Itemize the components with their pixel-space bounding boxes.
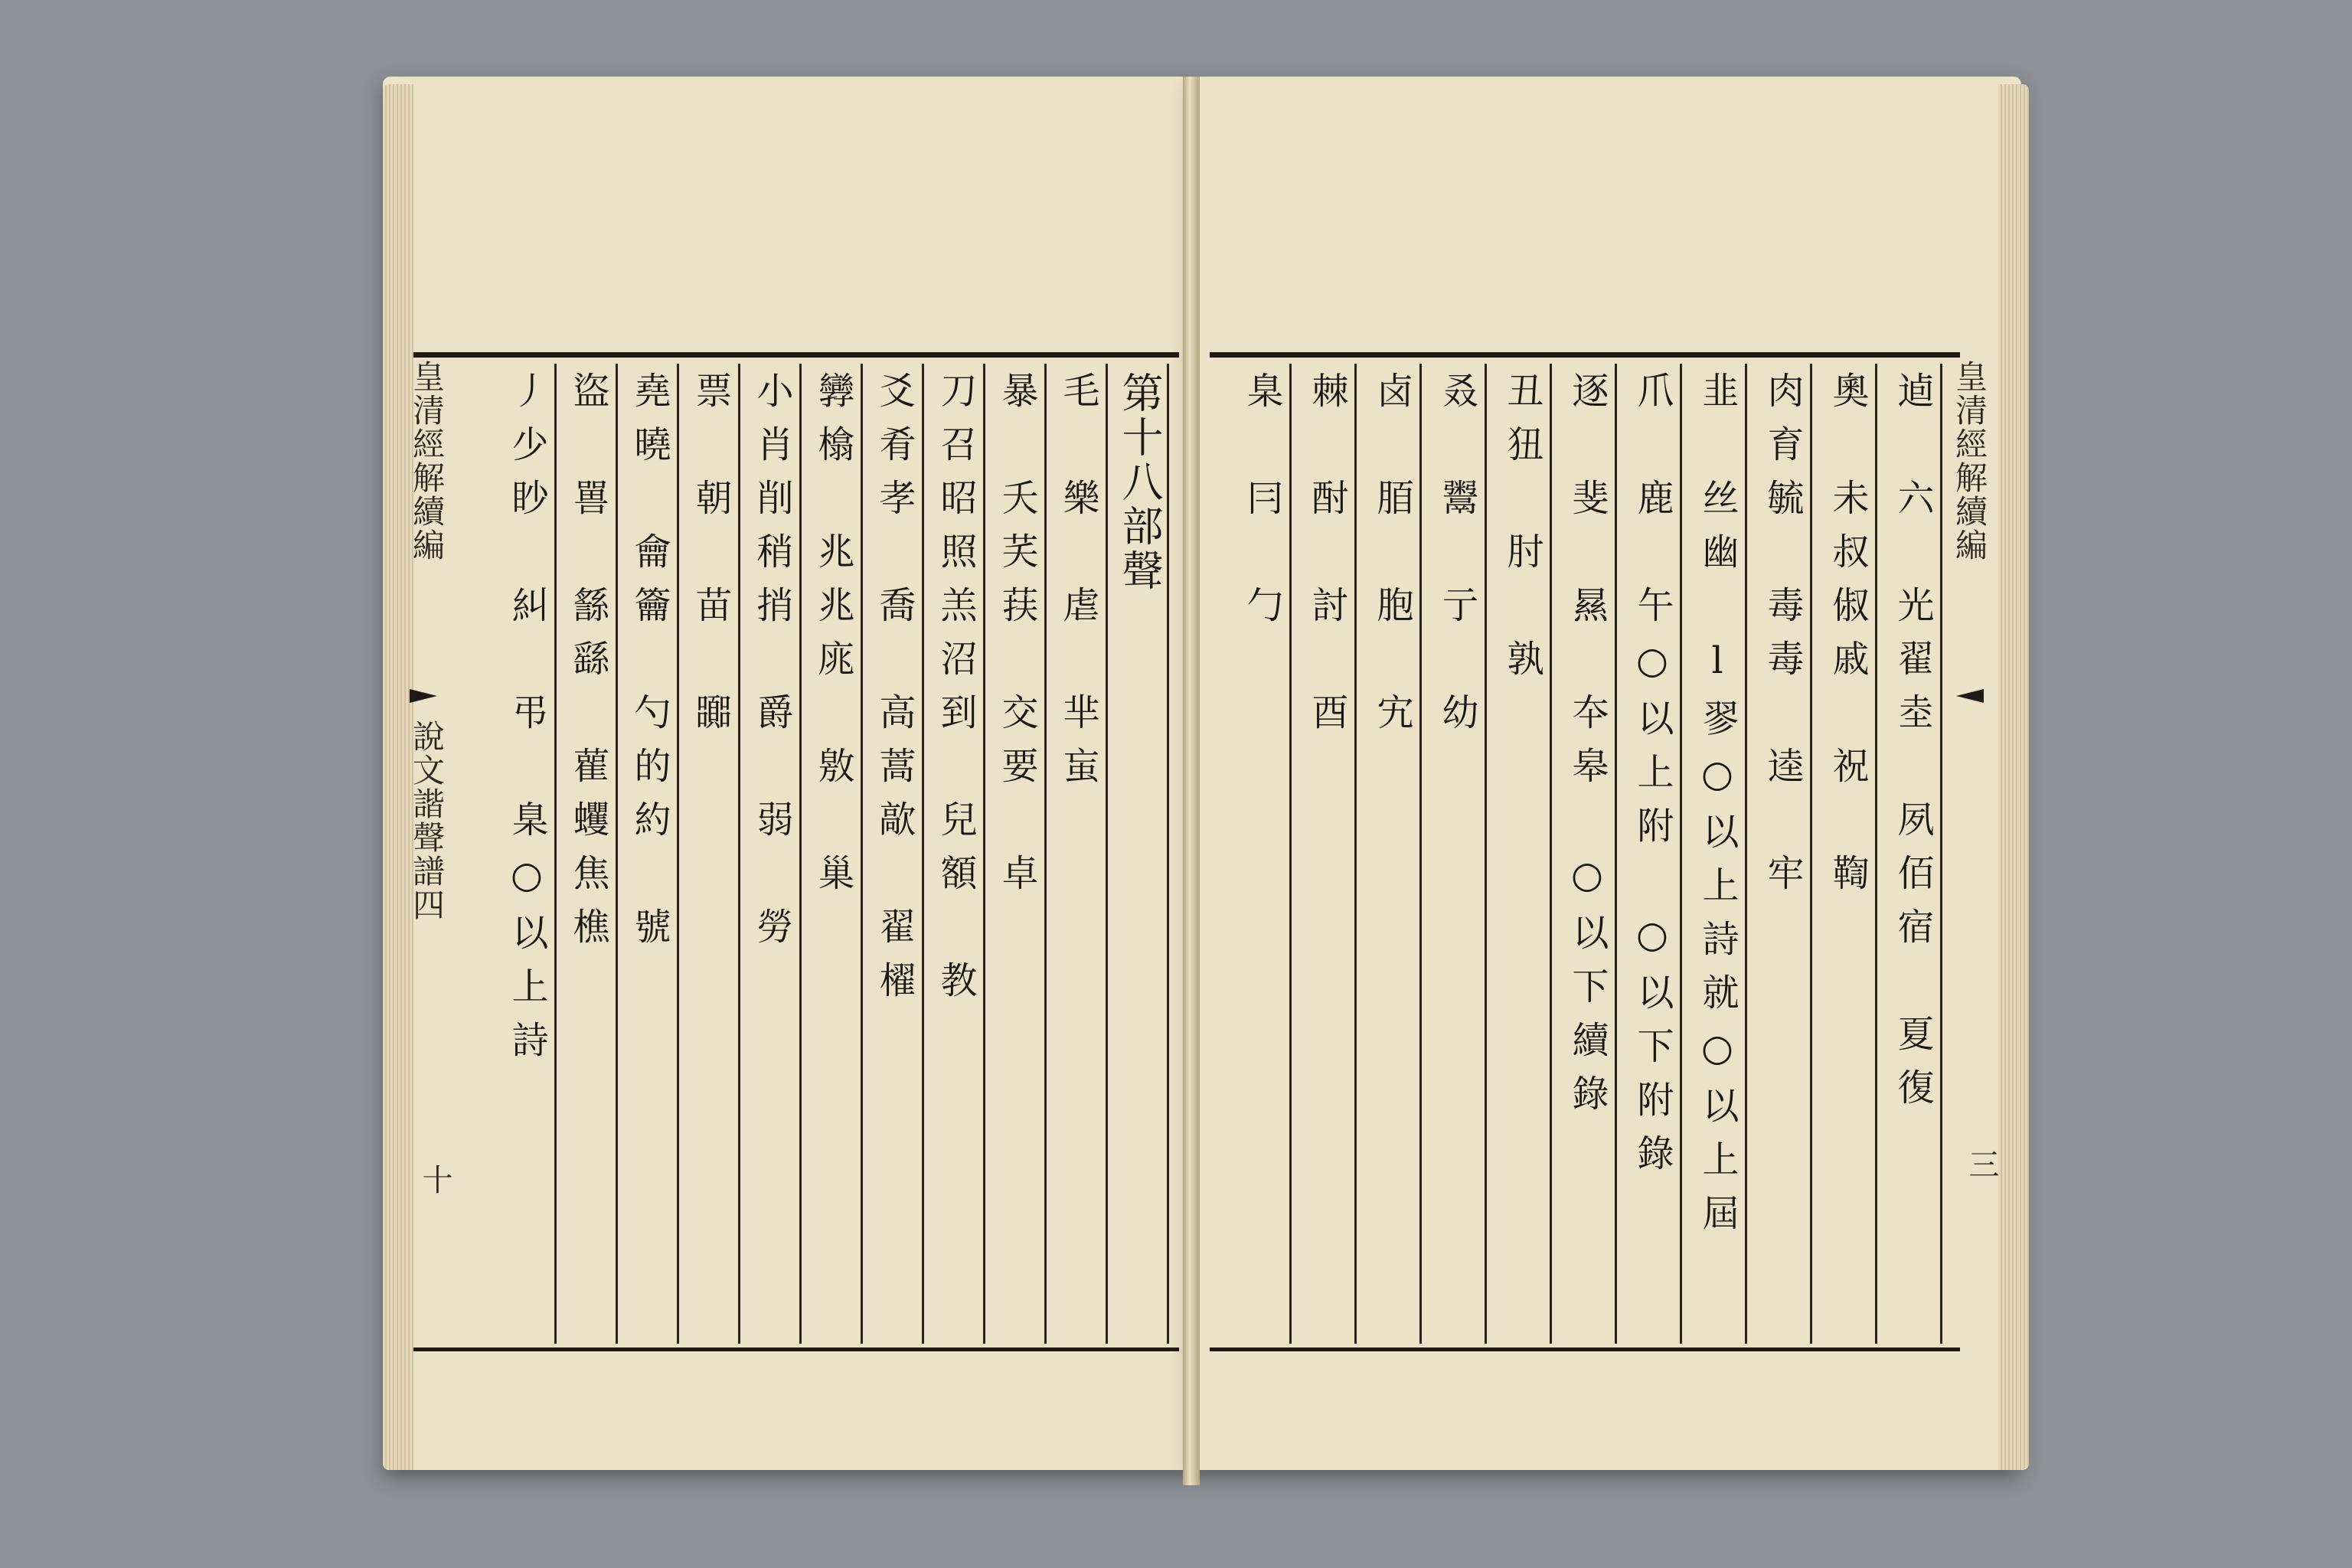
right-margin-title: 皇清經解續編 bbox=[1951, 360, 1988, 562]
text-column-right-9: 卤 脜 胞 宄 bbox=[1367, 364, 1422, 1344]
text-column-left-11: 丿少眇 糾 弔 臬○以上詩 bbox=[501, 364, 557, 1344]
text-column-right-4: 韭 丝幽 ⅼ翏○以上詩就○以上屆 bbox=[1692, 364, 1747, 1344]
text-column-left-8: 票 朝 苗 嚻 bbox=[685, 364, 740, 1344]
text-column-left-2: 毛 樂 虐 芈䖟 bbox=[1053, 364, 1108, 1344]
text-column-right-11: 臬 冃 勹 bbox=[1236, 364, 1292, 1344]
left-margin-title: 皇清經解續編 bbox=[408, 360, 446, 562]
text-column-left-10: 盜 嘼 䌛繇 雚蠼焦樵 bbox=[563, 364, 618, 1344]
book-gutter bbox=[1183, 77, 1200, 1485]
left-margin-subtitle: 說文諧聲譜四 bbox=[408, 720, 446, 922]
left-folio: 十 bbox=[417, 1164, 452, 1194]
left-frame-bottom-rule bbox=[413, 1348, 1179, 1351]
right-frame-bottom-rule bbox=[1210, 1348, 1960, 1351]
left-frame-top-rule bbox=[413, 352, 1179, 358]
text-column-right-7: 丑狃 肘 孰 bbox=[1497, 364, 1552, 1344]
text-column-left-1: 第十八部聲 bbox=[1114, 364, 1169, 1344]
text-column-left-9: 堯曉 龠籥 勺的約 號 bbox=[624, 364, 679, 1344]
text-column-right-3: 肉育毓 毒毒 逵 牢 bbox=[1757, 364, 1812, 1344]
page-edges-right bbox=[1998, 84, 2029, 1470]
right-folio: 三 bbox=[1964, 1148, 1999, 1179]
text-column-right-10: 棘 酎 討 酉 bbox=[1302, 364, 1357, 1344]
text-column-left-5: 爻肴孝 喬 高蒿歊 翟櫂 bbox=[869, 364, 924, 1344]
open-book bbox=[368, 77, 2021, 1524]
text-column-left-4: 刀召昭照羔沼到 兒額 教 bbox=[930, 364, 985, 1344]
text-column-right-8: 叒 鬻 亍 幼 bbox=[1432, 364, 1487, 1344]
text-column-right-6: 逐 斐 㬎 夲皋 ○以下續錄 bbox=[1562, 364, 1617, 1344]
text-column-left-6: 㝈㯓 兆兆庣 敫 巢 bbox=[808, 364, 863, 1344]
right-frame-top-rule bbox=[1210, 352, 1960, 358]
text-column-right-1: 逌 六 光翟坴 夙佰宿 夏復 bbox=[1887, 364, 1942, 1344]
text-column-left-7: 小肖削稍捎 爵 弱 勞 bbox=[746, 364, 802, 1344]
text-column-left-3: 暴 夭芺荴 交要 卓 bbox=[991, 364, 1047, 1344]
text-column-right-2: 奧 未叔俶戚 祝 鞫 bbox=[1822, 364, 1877, 1344]
text-column-right-5: 爪 鹿 午○以上附 ○以下附錄 bbox=[1627, 364, 1682, 1344]
